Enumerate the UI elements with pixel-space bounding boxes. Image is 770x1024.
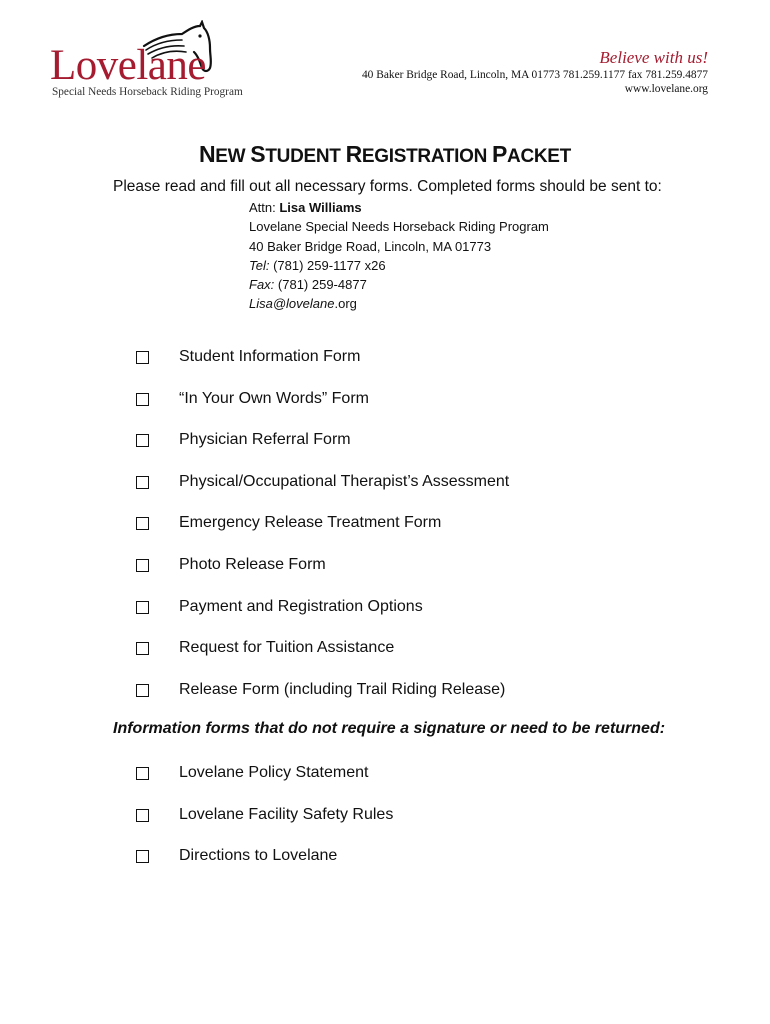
contact-org: Lovelane Special Needs Horseback Riding Program bbox=[249, 219, 549, 235]
checklist-item[interactable]: Emergency Release Treatment Form bbox=[136, 512, 441, 534]
checkbox[interactable] bbox=[136, 684, 149, 697]
checkbox[interactable] bbox=[136, 767, 149, 780]
checkbox[interactable] bbox=[136, 517, 149, 530]
attn-name: Lisa Williams bbox=[279, 200, 362, 215]
checklist-item[interactable]: Physician Referral Form bbox=[136, 429, 351, 451]
checklist-item[interactable]: Request for Tuition Assistance bbox=[136, 637, 394, 659]
checkbox[interactable] bbox=[136, 351, 149, 364]
checkbox[interactable] bbox=[136, 642, 149, 655]
checklist-item[interactable]: “In Your Own Words” Form bbox=[136, 388, 369, 410]
info-forms-heading: Information forms that do not require a signature or need to be returned: bbox=[113, 720, 666, 737]
checklist-item[interactable]: Payment and Registration Options bbox=[136, 596, 423, 618]
page-title: NEW STUDENT REGISTRATION PACKET bbox=[198, 141, 571, 167]
contact-tel: Tel: (781) 259-1177 x26 bbox=[249, 257, 386, 273]
info-checklist-item[interactable]: Directions to Lovelane bbox=[136, 845, 337, 867]
checklist-item[interactable]: Photo Release Form bbox=[136, 554, 326, 576]
checklist-item[interactable]: Student Information Form bbox=[136, 346, 360, 368]
checkbox[interactable] bbox=[136, 559, 149, 572]
checkbox[interactable] bbox=[136, 850, 149, 863]
contact-fax: Fax: (781) 259-4877 bbox=[249, 277, 367, 293]
checklist-item[interactable]: Release Form (including Trail Riding Release) bbox=[136, 679, 505, 701]
logo-subtitle: Special Needs Horseback Riding Program bbox=[52, 86, 243, 98]
address-line: 40 Baker Bridge Road, Lincoln, MA 01773 781.259.1177 fax 781.259.4877 bbox=[361, 69, 708, 81]
checkbox[interactable] bbox=[136, 393, 149, 406]
info-checklist-item[interactable]: Lovelane Policy Statement bbox=[136, 762, 368, 784]
logo-wordmark: Lovelane bbox=[50, 42, 206, 89]
intro-text: Please read and fill out all necessary forms. Completed forms should be sent to: bbox=[113, 178, 662, 195]
tagline: Believe with us! bbox=[599, 48, 708, 67]
contact-address: 40 Baker Bridge Road, Lincoln, MA 01773 bbox=[249, 238, 492, 254]
contact-email[interactable]: Lisa@lovelane.org bbox=[249, 296, 357, 312]
website-link[interactable]: www.lovelane.org bbox=[624, 83, 708, 95]
attn-line: Attn: Lisa Williams bbox=[249, 200, 362, 215]
info-checklist-item[interactable]: Lovelane Facility Safety Rules bbox=[136, 804, 393, 826]
checkbox[interactable] bbox=[136, 476, 149, 489]
checkbox[interactable] bbox=[136, 809, 149, 822]
checkbox[interactable] bbox=[136, 434, 149, 447]
contact-block bbox=[249, 198, 549, 314]
checklist-item[interactable]: Physical/Occupational Therapist’s Assessment bbox=[136, 471, 509, 493]
header-address bbox=[362, 68, 708, 96]
checkbox[interactable] bbox=[136, 601, 149, 614]
